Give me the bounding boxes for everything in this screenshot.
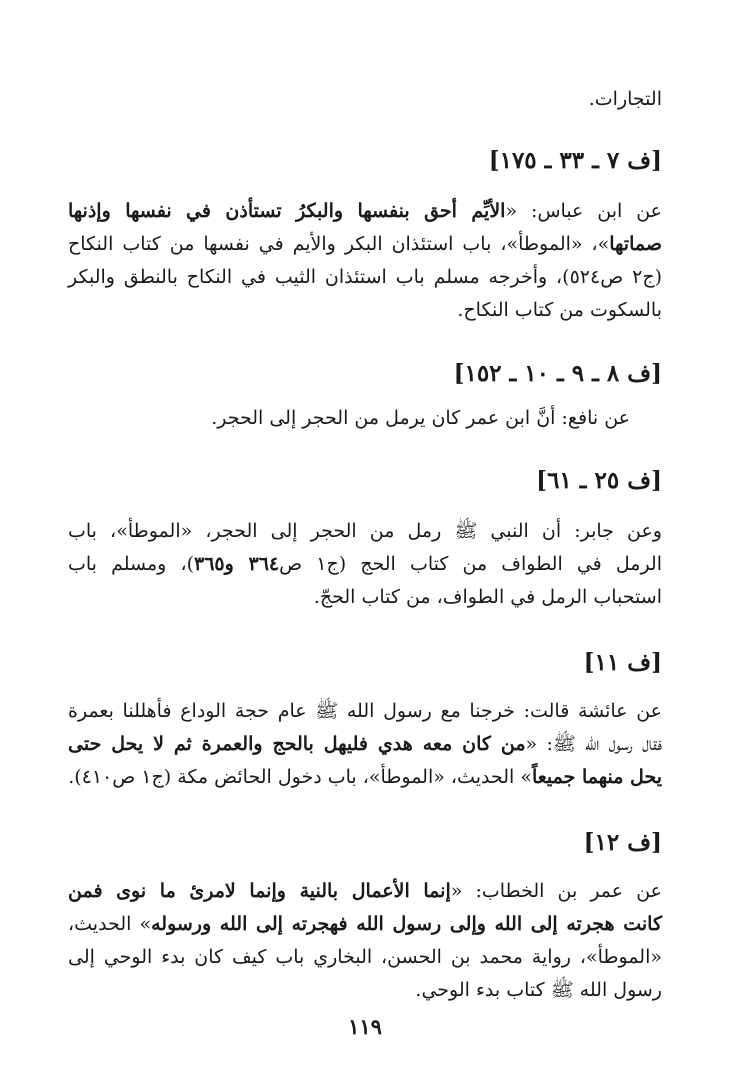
text: عن ابن عباس: «: [505, 200, 662, 222]
text-line: [68, 729, 662, 759]
text-line: [68, 909, 662, 939]
section-heading: [ف ٨ ـ ٩ ـ ١٠ ـ ١٥٢]: [453, 360, 662, 387]
text-line: [68, 582, 662, 612]
text: (ج٢ ص٥٢٤)، وأخرجه مسلم باب استئذان الثيب في النكاح بالنطق والبكر: [68, 266, 662, 288]
bold-text: من كان معه هدي فليهل بالحج والعمرة ثم لا يحل حتى: [68, 733, 526, 755]
text: » الحديث،: [68, 913, 152, 935]
section-heading: [ف ٧ ـ ٣٣ ـ ١٧٥]: [488, 147, 662, 174]
text-line: [68, 84, 662, 114]
bold-text: صماتها: [609, 233, 662, 255]
page-number: ١١٩: [348, 1014, 382, 1039]
text-line: [68, 196, 662, 226]
text: بالسكوت من كتاب النكاح.: [457, 299, 662, 321]
text-line: [68, 262, 662, 292]
bold-text: ٣٦٤ و٣٦٥: [194, 553, 280, 575]
text: » الحديث، «الموطأ»، باب دخول الحائض مكة (ج١ ص٤١٠).: [68, 766, 532, 788]
section-heading: [ف ١١]: [583, 649, 662, 676]
text: التجارات.: [588, 88, 662, 110]
text-line: [68, 229, 662, 259]
text: عن نافع: أنَّ ابن عمر كان يرمل من الحجر إلى الحجر.: [211, 407, 630, 429]
text: «الموطأ»، رواية محمد بن الحسن، البخاري باب كيف كان بدء الوحي إلى: [68, 946, 662, 968]
bold-text: يحل منهما جميعاً: [531, 766, 662, 788]
bold-text: الأيِّم أحق بنفسها والبكرُ تستأذن في نفسها وإذنها: [68, 200, 506, 222]
text: استحباب الرمل في الطواف، من كتاب الحجّ.: [313, 586, 662, 608]
text-line: [68, 549, 662, 579]
text: رسول الله ﷺ كتاب بدء الوحي.: [415, 979, 662, 1001]
text-line: [68, 975, 662, 1005]
text: عن عائشة قالت: خرجنا مع رسول الله ﷺ عام حجة الوداع فأهللنا بعمرة: [68, 700, 662, 722]
text: )، ومسلم باب: [68, 553, 194, 575]
text-line: [68, 295, 662, 325]
bold-text: إنما الأعمال بالنية وإنما لامرئ ما نوى فمن: [68, 880, 451, 902]
text: وعن جابر: أن النبي ﷺ رمل من الحجر إلى الحجر، «الموطأ»، باب: [68, 520, 662, 542]
text-line: [68, 516, 662, 546]
text: الرمل في الطواف من كتاب الحج (ج١ ص: [279, 553, 663, 575]
text: »، «الموطأ»، باب استئذان البكر والأيم في نفسها من كتاب النكاح: [68, 233, 610, 255]
text-line: [68, 762, 662, 792]
text-line: [68, 876, 662, 906]
text-line: [68, 942, 662, 972]
section-heading: [ف ١٢]: [583, 829, 662, 856]
text-line: [68, 696, 662, 726]
bold-text: كانت هجرته إلى الله وإلى رسول الله فهجرته إلى الله ورسوله: [151, 913, 663, 935]
section-heading: [ف ٢٥ ـ ٦١]: [536, 467, 662, 494]
text: عن عمر بن الخطاب: «: [450, 880, 662, 902]
text: فقال رسول الله ﷺ: «: [525, 733, 662, 755]
text-line: [68, 403, 630, 433]
